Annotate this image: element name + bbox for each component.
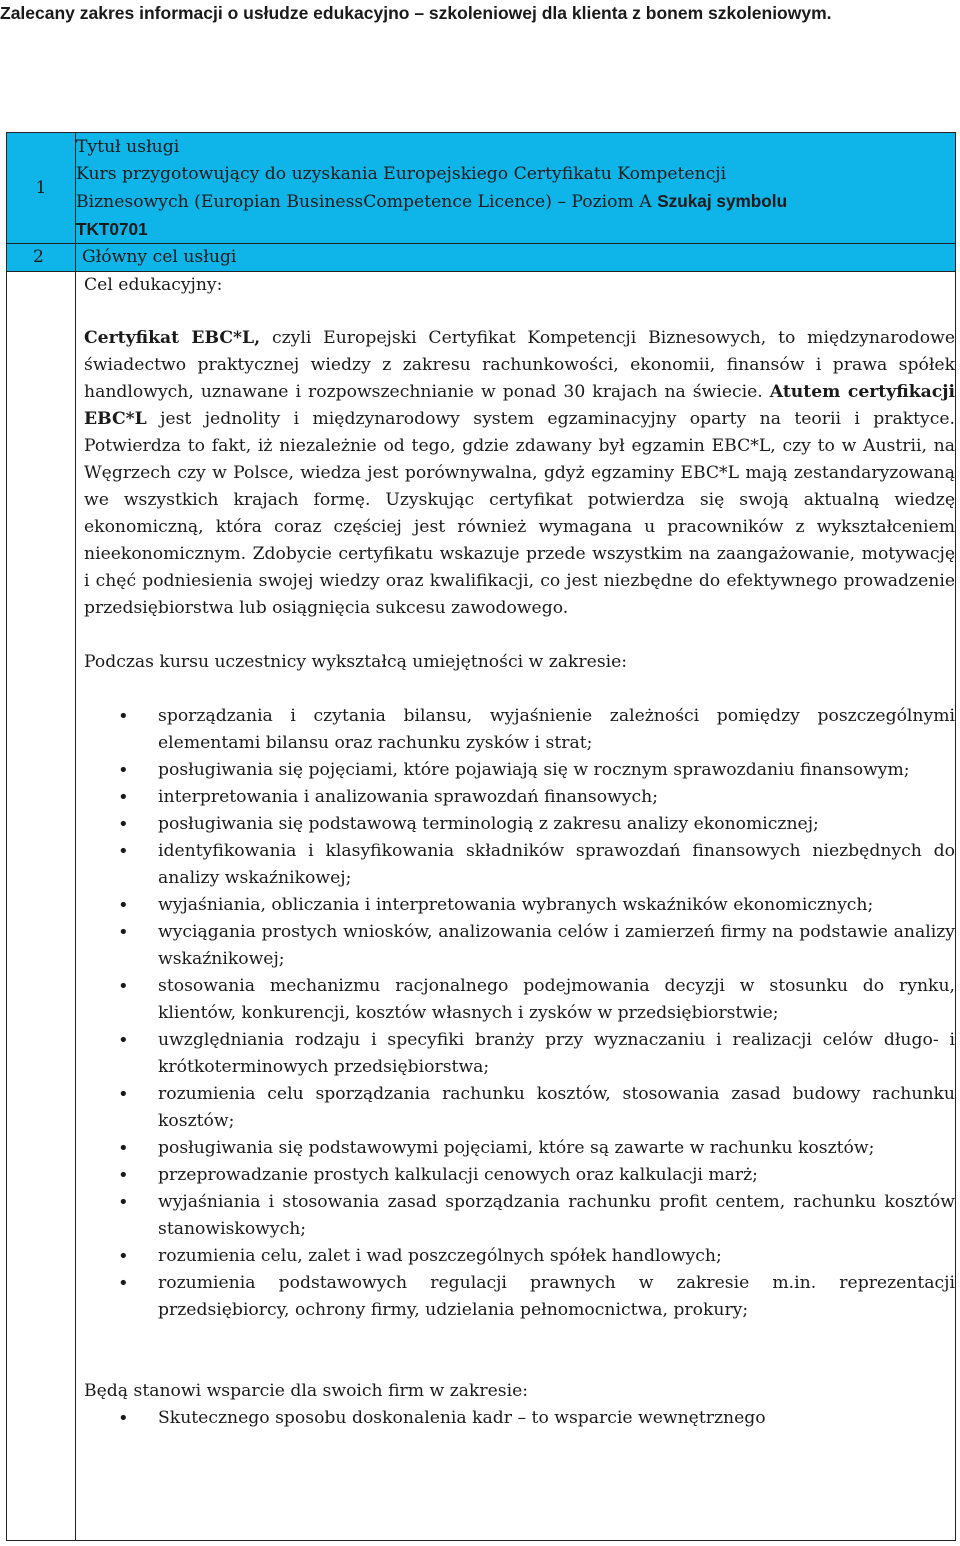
page-title: Zalecany zakres informacji o usłudze edukacyjno – szkoleniowej dla klienta z bonem szkoleniowym. [0,3,832,23]
course-symbol: TKT0701 [76,219,148,239]
list-item: • posługiwania się pojęciami, które pojawiają się w rocznym sprawozdaniu finansowym; [84,757,955,784]
row-number [7,133,76,244]
goal-content-cell [76,272,956,1541]
skills-list [84,703,955,1324]
title-label: Tytuł usługi [76,137,180,157]
service-info-table [6,132,956,1541]
row-number-text: 1 [35,178,47,198]
course-title-line1: Kurs przygotowujący do uzyskania Europejskiego Certyfikatu Kompetencji [76,164,727,184]
symbol-prefix: Szukaj symbolu [657,191,788,211]
title-cell [76,133,956,244]
skills-intro: Podczas kursu uczestnicy wykształcą umiejętności w zakresie: [84,652,628,672]
education-goal-label: Cel edukacyjny: [84,275,223,295]
list-item: • rozumienia podstawowych regulacji prawnych w zakresie m.in. reprezentacji przedsiębiorcy, ochrony firmy, udzielania pełnomocnictwa, prokury; [84,1270,955,1324]
table-row-title [7,133,956,244]
support-list [84,1405,955,1432]
table-row-goal-content [7,272,956,1541]
list-item: • identyfikowania i klasyfikowania składników sprawozdań finansowych niezbędnych do analizy wskaźnikowej; [84,838,955,892]
list-item: • posługiwania się podstawową terminologią z zakresu analizy ekonomicznej; [84,811,955,838]
list-item: • rozumienia celu sporządzania rachunku kosztów, stosowania zasad budowy rachunku kosztów; [84,1081,955,1135]
list-item: • przeprowadzanie prostych kalkulacji cenowych oraz kalkulacji marż; [84,1162,955,1189]
list-item: • interpretowania i analizowania sprawozdań finansowych; [84,784,955,811]
row-number [7,244,76,272]
list-item: • wyjaśniania, obliczania i interpretowania wybranych wskaźników ekonomicznych; [84,892,955,919]
table-row-goal-header [7,244,956,272]
goal-label-cell [76,244,956,272]
list-item: • sporządzania i czytania bilansu, wyjaśnienie zależności pomiędzy poszczególnymi elementami bilansu oraz rachunku zysków i strat; [84,703,955,757]
goal-label: Główny cel usługi [82,247,237,267]
course-title-line2: Biznesowych (Europian BusinessCompetence Licence) – Poziom A Szukaj symbolu [76,191,788,212]
list-item: • rozumienia celu, zalet i wad poszczególnych spółek handlowych; [84,1243,955,1270]
row-number-empty [7,272,76,1541]
list-item: • posługiwania się podstawowymi pojęciami, które są zawarte w rachunku kosztów; [84,1135,955,1162]
list-item: • Skutecznego sposobu doskonalenia kadr – to wsparcie wewnętrznego [84,1405,955,1432]
support-intro: Będą stanowi wsparcie dla swoich firm w zakresie: [84,1381,529,1401]
list-item: • uwzględniania rodzaju i specyfiki branży przy wyznaczaniu i realizacji celów długo- i krótkoterminowych przedsiębiorstwa; [84,1027,955,1081]
list-item: • stosowania mechanizmu racjonalnego podejmowania decyzji w stosunku do rynku, klientów, konkurencji, kosztów własnych i zysków w przedsiębiorstwie; [84,973,955,1027]
list-item: • wyciągania prostych wniosków, analizowania celów i zamierzeń firmy na podstawie analizy wskaźnikowej; [84,919,955,973]
row-number-text: 2 [33,247,44,267]
certificate-description: Certyfikat EBC*L, czyli Europejski Certyfikat Kompetencji Biznesowych, to międzynarodowe świadectwo praktycznej wiedzy z zakresu rachunkowości, ekonomii, finansów i prawa spółek handlowych, uznawane i rozpowszechnianie w ponad 30 krajach na świecie. Atutem certyfikacji EBC*L jest jednolity i międzynarodowy system egzaminacyjny oparty na teorii i praktyce. Potwierdza to fakt, iż niezależnie od tego, gdzie zdawany był egzamin EBC*L, czy to w Austrii, na Węgrzech czy w Polsce, wiedza jest porównywalna, gdyż egzaminy EBC*L mają zestandaryzowaną we wszystkich krajach formę. Uzyskując certyfikat potwierdza się swoją aktualną wiedzę ekonomiczną, która coraz częściej jest również wymagana u pracowników z wykształceniem nieekonomicznym. Zdobycie certyfikatu wskazuje przede wszystkim na zaangażowanie, motywację i chęć podniesienia swojej wiedzy oraz kwalifikacji, co jest niezbędne do efektywnego prowadzenie przedsiębiorstwa lub osiągnięcia sukcesu zawodowego. [84,328,956,618]
list-item: • wyjaśniania i stosowania zasad sporządzania rachunku profit centem, rachunku kosztów stanowiskowych; [84,1189,955,1243]
